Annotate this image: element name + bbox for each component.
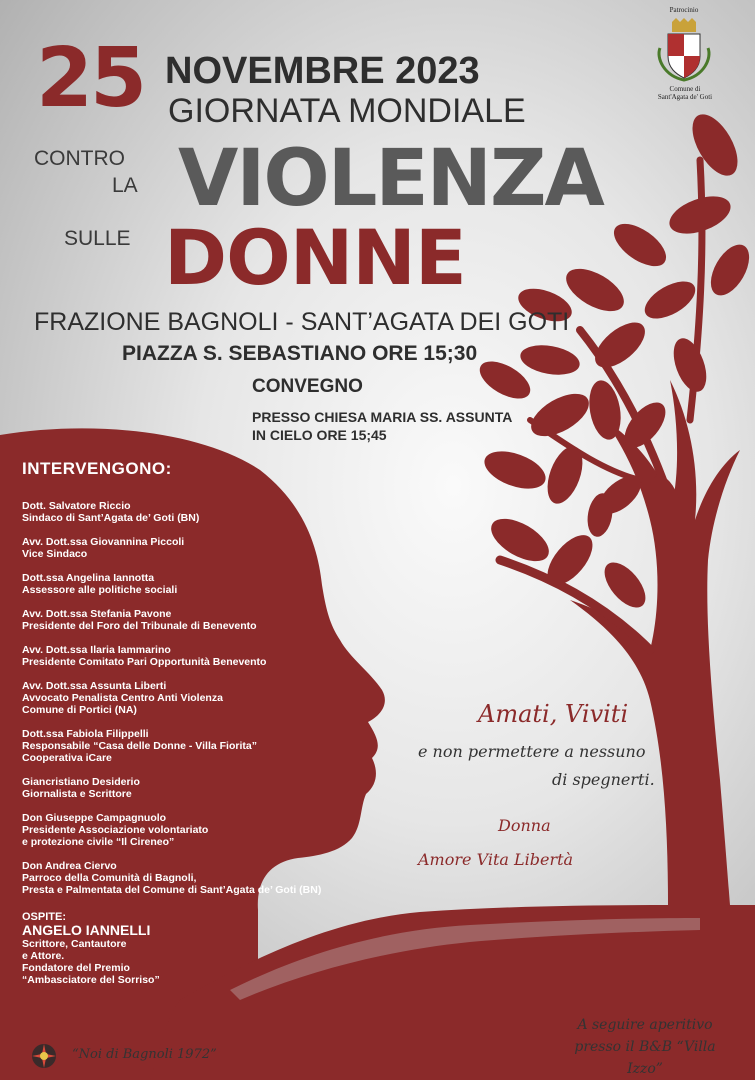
speaker-role: Presidente del Foro del Tribunale di Benevento bbox=[22, 620, 257, 632]
speaker-item bbox=[22, 680, 352, 716]
coat-of-arms-icon bbox=[656, 18, 712, 84]
guest-desc: Scrittore, Cantautore bbox=[22, 938, 127, 950]
speaker-name: Avv. Dott.ssa Stefania Pavone bbox=[22, 608, 172, 620]
speaker-name: Dott.ssa Fabiola Filippelli bbox=[22, 728, 149, 740]
word-sulle: SULLE bbox=[64, 227, 131, 250]
speaker-name: Don Andrea Ciervo bbox=[22, 860, 117, 872]
speaker-role: Avvocato Penalista Centro Anti Violenza bbox=[22, 692, 223, 704]
speaker-item bbox=[22, 572, 352, 596]
aperitivo-note bbox=[560, 1014, 730, 1080]
speaker-name: Avv. Dott.ssa Assunta Liberti bbox=[22, 680, 167, 692]
quote-motto: Amore Vita Libertà bbox=[418, 850, 574, 869]
speaker-role: Cooperativa iCare bbox=[22, 752, 112, 764]
noi-di-bagnoli-logo-icon bbox=[30, 1042, 58, 1070]
speaker-role: Sindaco di Sant’Agata de’ Goti (BN) bbox=[22, 512, 200, 524]
speaker-role: Responsabile “Casa delle Donne - Villa Fiorita” bbox=[22, 740, 257, 752]
speaker-role: Giornalista e Scrittore bbox=[22, 788, 132, 800]
location-frazione: FRAZIONE BAGNOLI - SANT’AGATA DEI GOTI bbox=[34, 308, 570, 336]
speaker-item bbox=[22, 812, 352, 848]
speaker-item bbox=[22, 536, 352, 560]
speaker-role: Assessore alle politiche sociali bbox=[22, 584, 178, 596]
title-violenza: VIOLENZA bbox=[178, 134, 603, 224]
quote-line2: e non permettere a nessuno bbox=[418, 742, 646, 761]
word-contro: CONTRO bbox=[34, 147, 125, 170]
month-year: NOVEMBRE 2023 bbox=[165, 50, 480, 92]
noi-di-bagnoli-label: “Noi di Bagnoli 1972” bbox=[72, 1047, 217, 1062]
guest-desc: e Attore. bbox=[22, 950, 65, 962]
speaker-item bbox=[22, 728, 352, 764]
comune-line1: Comune di bbox=[669, 85, 701, 93]
giornata-mondiale: GIORNATA MONDIALE bbox=[168, 92, 526, 130]
convegno-venue-line2: IN CIELO ORE 15;45 bbox=[252, 427, 387, 443]
speaker-role: Comune di Portici (NA) bbox=[22, 704, 137, 716]
aperitivo-line2: presso il B&B “Villa Izzo” bbox=[574, 1039, 716, 1077]
guest-block bbox=[22, 911, 160, 986]
speaker-role: Vice Sindaco bbox=[22, 548, 88, 560]
location-piazza: PIAZZA S. SEBASTIANO ORE 15;30 bbox=[122, 342, 478, 365]
day-number: 25 bbox=[36, 31, 145, 126]
guest-desc: “Ambasciatore del Sorriso” bbox=[22, 974, 160, 986]
title-donne: DONNE bbox=[164, 213, 466, 302]
speaker-name: Giancristiano Desiderio bbox=[22, 776, 140, 788]
convegno-venue-line1: PRESSO CHIESA MARIA SS. ASSUNTA bbox=[252, 409, 513, 425]
aperitivo-line1: A seguire aperitivo bbox=[577, 1017, 713, 1033]
speaker-name: Avv. Dott.ssa Ilaria Iammarino bbox=[22, 644, 171, 656]
speaker-item bbox=[22, 608, 352, 632]
speaker-name: Dott.ssa Angelina Iannotta bbox=[22, 572, 155, 584]
quote-amati: Amati, Viviti bbox=[478, 700, 629, 728]
speaker-role: Presta e Palmentata del Comune di Sant’Agata de’ Goti (BN) bbox=[22, 884, 322, 896]
patronage-label: Patrocinio bbox=[669, 6, 699, 14]
convegno-venue bbox=[252, 408, 512, 444]
speaker-item bbox=[22, 500, 352, 524]
quote-donna: Donna bbox=[498, 816, 551, 835]
convegno-label: CONVEGNO bbox=[252, 376, 363, 397]
word-la: LA bbox=[112, 174, 138, 197]
comune-line2: Sant'Agata de' Goti bbox=[657, 93, 713, 101]
speaker-item bbox=[22, 644, 352, 668]
speakers-title: INTERVENGONO: bbox=[22, 459, 172, 478]
speakers-list bbox=[22, 500, 352, 908]
speaker-name: Dott. Salvatore Riccio bbox=[22, 500, 131, 512]
guest-desc: Fondatore del Premio bbox=[22, 962, 130, 974]
patronage-comune bbox=[646, 85, 724, 101]
guest-name: ANGELO IANNELLI bbox=[22, 922, 151, 938]
speaker-item bbox=[22, 860, 352, 896]
guest-label: OSPITE: bbox=[22, 911, 67, 923]
speaker-role: Presidente Comitato Pari Opportunità Benevento bbox=[22, 656, 267, 668]
speaker-name: Avv. Dott.ssa Giovannina Piccoli bbox=[22, 536, 185, 548]
speaker-role: Presidente Associazione volontariato bbox=[22, 824, 209, 836]
speaker-role: e protezione civile “Il Cireneo” bbox=[22, 836, 175, 848]
quote-line3: di spegnerti. bbox=[552, 770, 655, 789]
speaker-item bbox=[22, 776, 352, 800]
speaker-role: Parroco della Comunità di Bagnoli, bbox=[22, 872, 197, 884]
speaker-name: Don Giuseppe Campagnuolo bbox=[22, 812, 167, 824]
